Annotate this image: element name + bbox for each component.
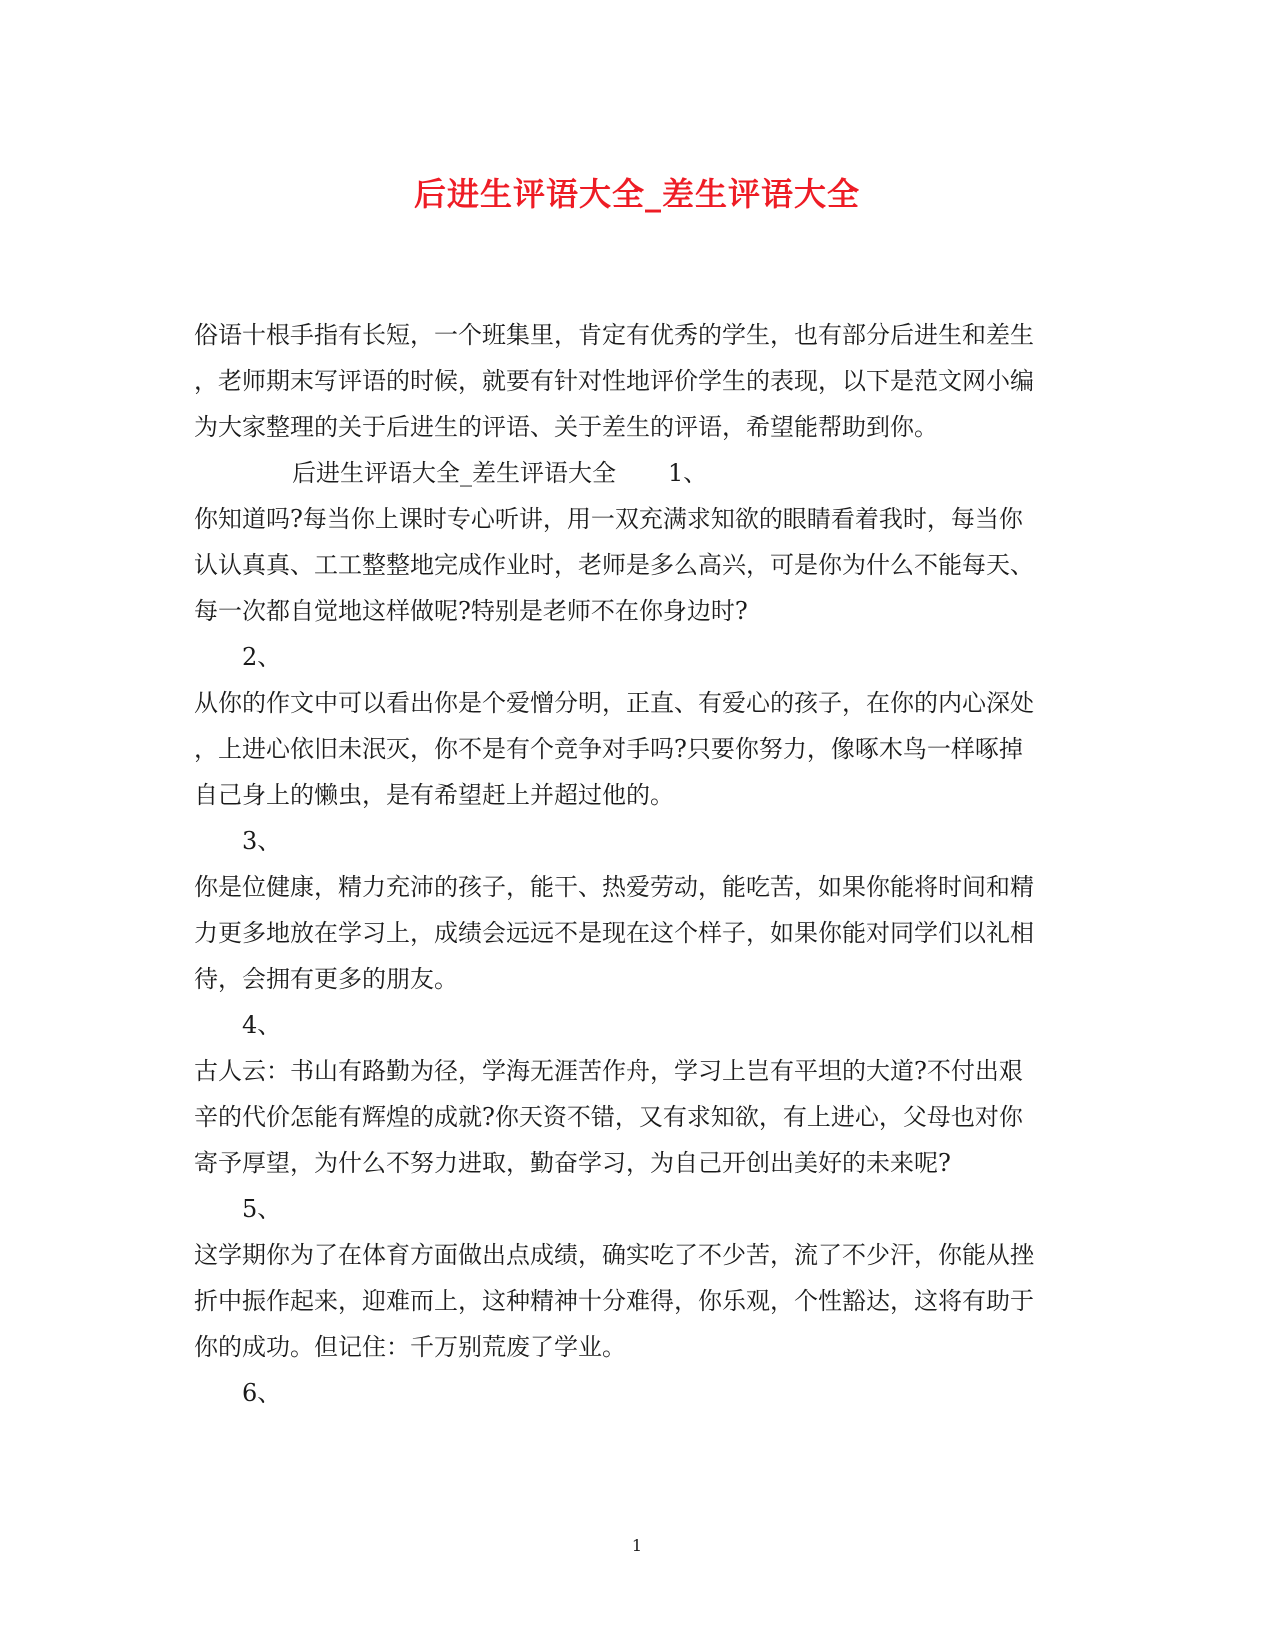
item3-line-1: 你是位健康，精力充沛的孩子，能干、热爱劳动，能吃苦，如果你能将时间和精 [194, 873, 1034, 901]
item-number-3: 3、 [242, 827, 282, 855]
section-heading-number: 1、 [668, 459, 708, 487]
item5-line-3: 你的成功。但记住：千万别荒废了学业。 [194, 1333, 626, 1361]
item3-line-3: 待，会拥有更多的朋友。 [194, 965, 458, 993]
item3-line-2: 力更多地放在学习上，成绩会远远不是现在这个样子，如果你能对同学们以礼相 [194, 919, 1034, 947]
section-heading-line [292, 456, 1172, 490]
item-number-5: 5、 [242, 1195, 282, 1223]
section-heading: 后进生评语大全_差生评语大全 [292, 459, 616, 487]
item1-line-2: 认认真真、工工整整地完成作业时，老师是多么高兴，可是你为什么不能每天、 [194, 551, 1034, 579]
intro-line-1: 俗语十根手指有长短，一个班集里，肯定有优秀的学生，也有部分后进生和差生 [194, 321, 1034, 349]
item4-line-3: 寄予厚望，为什么不努力进取，勤奋学习，为自己开创出美好的未来呢? [194, 1149, 951, 1177]
item4-line-2: 辛的代价怎能有辉煌的成就?你天资不错，又有求知欲，有上进心，父母也对你 [194, 1103, 1023, 1131]
item4-line-1: 古人云：书山有路勤为径，学海无涯苦作舟，学习上岂有平坦的大道?不付出艰 [194, 1057, 1023, 1085]
item2-line-3: 自己身上的懒虫，是有希望赶上并超过他的。 [194, 781, 674, 809]
item1-line-1: 你知道吗?每当你上课时专心听讲，用一双充满求知欲的眼睛看着我时，每当你 [194, 505, 1023, 533]
item-number-4: 4、 [242, 1011, 282, 1039]
item5-line-2: 折中振作起来，迎难而上，这种精神十分难得，你乐观，个性豁达，这将有助于 [194, 1287, 1034, 1315]
item5-line-1: 这学期你为了在体育方面做出点成绩，确实吃了不少苦，流了不少汗，你能从挫 [194, 1241, 1034, 1269]
item-number-6: 6、 [242, 1379, 282, 1407]
document-title: 后进生评语大全_差生评语大全 [413, 175, 860, 213]
item-number-2: 2、 [242, 643, 282, 671]
intro-line-3: 为大家整理的关于后进生的评语、关于差生的评语，希望能帮助到你。 [194, 413, 938, 441]
item1-line-3: 每一次都自觉地这样做呢?特别是老师不在你身边时? [194, 597, 748, 625]
intro-line-2: ，老师期末写评语的时候，就要有针对性地评价学生的表现，以下是范文网小编 [194, 367, 1034, 395]
item2-line-2: ，上进心依旧未泯灭，你不是有个竞争对手吗?只要你努力，像啄木鸟一样啄掉 [194, 735, 1023, 763]
item2-line-1: 从你的作文中可以看出你是个爱憎分明，正直、有爱心的孩子，在你的内心深处 [194, 689, 1034, 717]
page-number: 1 [631, 1536, 643, 1555]
